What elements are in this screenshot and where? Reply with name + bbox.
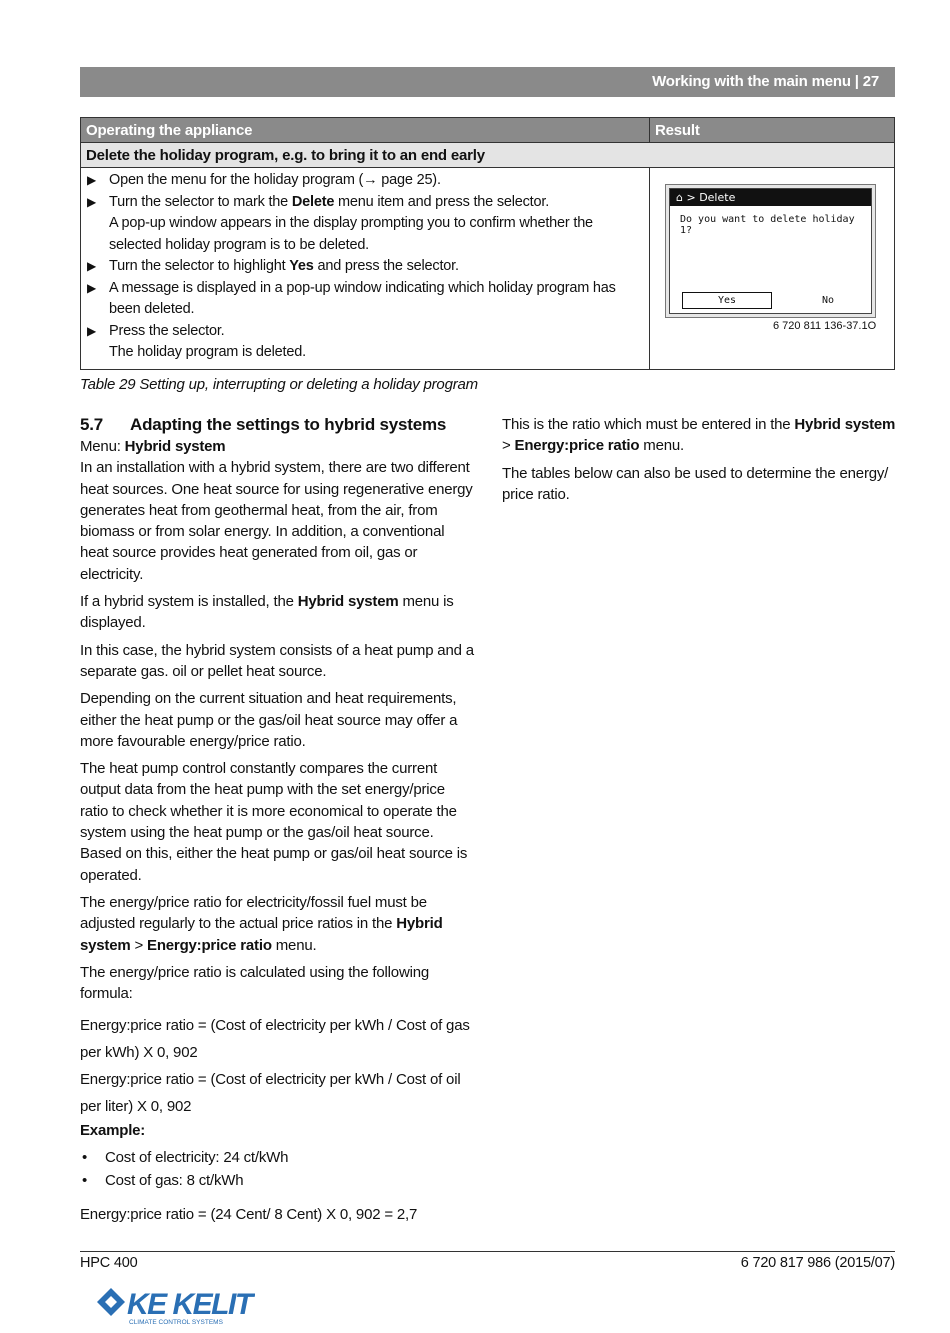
bullet-triangle-icon: ▶ [87,259,97,273]
list-item: • Cost of gas: 8 ct/kWh [82,1171,244,1189]
display-title-bar [670,189,871,206]
bullet-triangle-icon: ▶ [87,173,97,187]
paragraph: This is the ratio which must be entered in the Hybrid system > Energy:price ratio menu. [502,416,896,455]
bullet-triangle-icon: ▶ [87,280,97,295]
page-header: Working with the main menu | 27 [80,67,895,97]
paragraph: The heat pump control constantly compares the current output data from the heat pump with the set energy/price ratio to check whether it is more economical to operate the system using the heat pump or the gas/oil heat source. Based on this, either the heat pump or gas/oil heat source is operated. [80,760,468,884]
footer-product: HPC 400 [80,1255,138,1271]
home-icon: ⌂ [676,191,683,204]
display-screenshot [665,184,876,318]
step-item: ▶ Press the selector. The holiday program is deleted. [87,322,306,360]
paragraph: The energy/price ratio is calculated using the following formula: [80,963,429,1003]
arrow-right-icon: → [363,172,378,188]
paragraph: If a hybrid system is installed, the Hybrid system menu is displayed. [80,593,454,632]
paragraph: In this case, the hybrid system consists of a heat pump and a separate gas. oil or pellet heat source. [80,641,474,680]
example-result: Energy:price ratio = (24 Cent/ 8 Cent) X 0, 902 = 2,7 [80,1205,418,1223]
left-column [80,414,475,1231]
paragraph: Depending on the current situation and heat requirements, either the heat pump or the gas/oil heat source may offer a more favourable energy/price ratio. [80,690,458,750]
table-caption: Table 29 Setting up, interrupting or deleting a holiday program [80,376,478,393]
bullet-triangle-icon: ▶ [87,194,97,209]
paragraph: In an installation with a hybrid system, there are two different heat sources. One heat source for using regenerative energy generates heat from geothermal heat, from the air, from biomass or from solar energy. In addition, a conventional heat source provides heat generated from oil, gas or electricity. [80,459,473,583]
steps-cell [81,168,650,370]
example-heading: Example: [80,1122,146,1140]
menu-path: Menu: Hybrid system [80,438,226,455]
column-header-result: Result [650,118,895,143]
bullet-triangle-icon: ▶ [87,323,97,338]
step-item: ▶ Open the menu for the holiday program (→ page 25). [85,170,645,192]
kelit-logo-icon [95,1284,255,1328]
company-logo [95,1284,255,1328]
display-yes-option: Yes [682,292,772,309]
step-item: ▶ Turn the selector to mark the Delete menu item and press the selector. A pop-up window appears in the display prompting you to confirm whether the selected holiday program is to be deleted. [87,193,593,253]
display-title: > Delete [686,191,736,204]
display-message: Do you want to delete holiday 1? [680,214,855,236]
step-item: ▶ Turn the selector to highlight Yes and press the selector. [85,256,645,278]
footer-doc-number: 6 720 817 986 (2015/07) [740,1255,895,1271]
figure-id: 6 720 811 136-37.1O [773,320,877,332]
formula-gas: Energy:price ratio = (Cost of electricity per kWh / Cost of gas per kWh) X 0, 902 [80,1017,470,1062]
svg-text:KE KELIT: KE KELIT [127,1288,252,1321]
right-column [502,414,897,511]
step-item: ▶ A message is displayed in a pop-up window indicating which holiday program has been deleted. [87,279,616,317]
svg-text:CLIMATE CONTROL SYSTEMS: CLIMATE CONTROL SYSTEMS [129,1319,223,1326]
list-item: • Cost of electricity: 24 ct/kWh [82,1148,289,1166]
column-header-operating: Operating the appliance [81,118,650,143]
table-subheading: Delete the holiday program, e.g. to bring it to an end early [81,143,895,168]
display-screen [669,188,872,314]
section-heading: 5.7 Adapting the settings to hybrid systems [80,415,447,434]
display-no-option: No [821,295,835,306]
formula-oil: Energy:price ratio = (Cost of electricity per kWh / Cost of oil per liter) X 0, 902 [80,1071,461,1116]
footer-divider [80,1251,895,1252]
paragraph: The tables below can also be used to determine the energy/ price ratio. [502,464,889,503]
paragraph: The energy/price ratio for electricity/fossil fuel must be adjusted regularly to the actual price ratios in the Hybrid system > Energy:price ratio menu. [80,893,443,954]
